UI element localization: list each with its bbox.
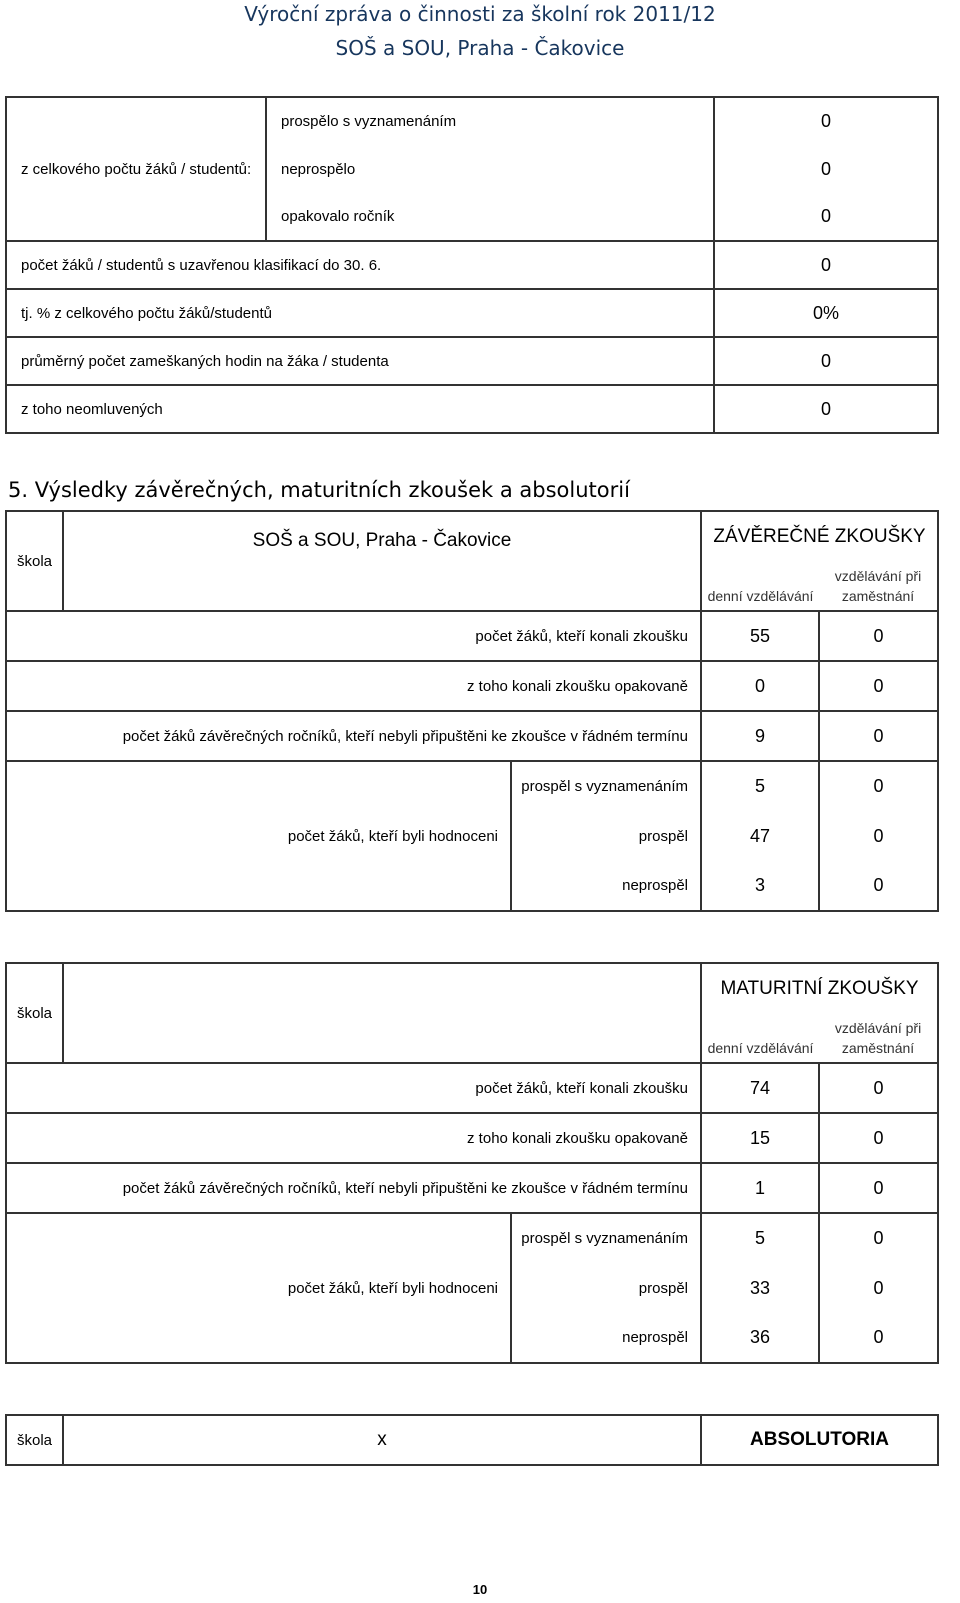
- row-label: počet žáků závěrečných ročníků, kteří nebyli připuštěni ke zkoušce v řádném termínu: [6, 711, 701, 761]
- stat-value: 0%: [714, 289, 938, 337]
- absolutoria-heading: ABSOLUTORIA: [701, 1415, 938, 1465]
- stat-label: opakovalo ročník: [266, 193, 714, 241]
- value-zamestnani: 0: [819, 711, 938, 761]
- grade-label: neprospěl: [511, 861, 701, 911]
- page-number: 10: [472, 1582, 488, 1597]
- stat-value: 0: [714, 97, 938, 145]
- stat-value: 0: [714, 145, 938, 193]
- report-title: Výroční zpráva o činnosti za školní rok 2011/12: [244, 2, 716, 26]
- school-subtitle: SOŠ a SOU, Praha - Čakovice: [335, 36, 625, 60]
- hodnoceni-label: počet žáků, kteří byli hodnoceni: [6, 1213, 511, 1363]
- stat-value: 0: [714, 385, 938, 433]
- value-zamestnani: 0: [819, 1063, 938, 1113]
- hodnoceni-label: počet žáků, kteří byli hodnoceni: [6, 761, 511, 911]
- value-denni: 5: [701, 761, 819, 811]
- value-denni: 3: [701, 861, 819, 911]
- stat-label: prospělo s vyznamenáním: [266, 97, 714, 145]
- school-name-empty: [63, 963, 701, 1063]
- top-stats-table: [5, 96, 939, 434]
- col-denni: denní vzdělávání: [701, 561, 819, 611]
- grade-label: prospěl: [511, 1263, 701, 1313]
- absolutoria-table: [5, 1414, 939, 1466]
- stat-label: počet žáků / studentů s uzavřenou klasifikací do 30. 6.: [6, 241, 714, 289]
- value-denni: 15: [701, 1113, 819, 1163]
- stat-label: průměrný počet zameškaných hodin na žáka / studenta: [6, 337, 714, 385]
- row-label: počet žáků, kteří konali zkoušku: [6, 611, 701, 661]
- grade-label: prospěl: [511, 811, 701, 861]
- value-zamestnani: 0: [819, 1213, 938, 1263]
- value-denni: 33: [701, 1263, 819, 1313]
- grade-label: prospěl s vyznamenáním: [511, 1213, 701, 1263]
- value-denni: 5: [701, 1213, 819, 1263]
- final-exams-table: [5, 510, 939, 912]
- stat-value: 0: [714, 241, 938, 289]
- stat-value: 0: [714, 193, 938, 241]
- value-denni: 47: [701, 811, 819, 861]
- absolutoria-value: x: [63, 1415, 701, 1465]
- value-denni: 74: [701, 1063, 819, 1113]
- stat-label: neprospělo: [266, 145, 714, 193]
- school-name: SOŠ a SOU, Praha - Čakovice: [63, 511, 701, 611]
- col-denni: denní vzdělávání: [701, 1013, 819, 1063]
- grade-label: prospěl s vyznamenáním: [511, 761, 701, 811]
- maturita-exams-table: [5, 962, 939, 1364]
- value-denni: 9: [701, 711, 819, 761]
- value-zamestnani: 0: [819, 1163, 938, 1213]
- stat-value: 0: [714, 337, 938, 385]
- value-denni: 36: [701, 1313, 819, 1363]
- stat-label: tj. % z celkového počtu žáků/studentů: [6, 289, 714, 337]
- final-exams-heading: ZÁVĚREČNÉ ZKOUŠKY: [701, 511, 938, 561]
- value-zamestnani: 0: [819, 761, 938, 811]
- stat-label: z toho neomluvených: [6, 385, 714, 433]
- value-zamestnani: 0: [819, 811, 938, 861]
- col-zamestnani: vzdělávání při zaměstnání: [819, 561, 938, 611]
- value-zamestnani: 0: [819, 1313, 938, 1363]
- group-label: z celkového počtu žáků / studentů:: [6, 97, 266, 241]
- col-zamestnani: vzdělávání při zaměstnání: [819, 1013, 938, 1063]
- skola-label: škola: [6, 511, 63, 611]
- row-label: z toho konali zkoušku opakovaně: [6, 1113, 701, 1163]
- grade-label: neprospěl: [511, 1313, 701, 1363]
- value-denni: 55: [701, 611, 819, 661]
- maturita-heading: MATURITNÍ ZKOUŠKY: [701, 963, 938, 1013]
- row-label: počet žáků závěrečných ročníků, kteří nebyli připuštěni ke zkoušce v řádném termínu: [6, 1163, 701, 1213]
- section-title: 5. Výsledky závěrečných, maturitních zkoušek a absolutorií: [8, 478, 630, 502]
- value-zamestnani: 0: [819, 611, 938, 661]
- value-zamestnani: 0: [819, 1263, 938, 1313]
- value-zamestnani: 0: [819, 861, 938, 911]
- skola-label: škola: [6, 963, 63, 1063]
- value-zamestnani: 0: [819, 1113, 938, 1163]
- value-zamestnani: 0: [819, 661, 938, 711]
- value-denni: 1: [701, 1163, 819, 1213]
- row-label: z toho konali zkoušku opakovaně: [6, 661, 701, 711]
- skola-label: škola: [6, 1415, 63, 1465]
- value-denni: 0: [701, 661, 819, 711]
- row-label: počet žáků, kteří konali zkoušku: [6, 1063, 701, 1113]
